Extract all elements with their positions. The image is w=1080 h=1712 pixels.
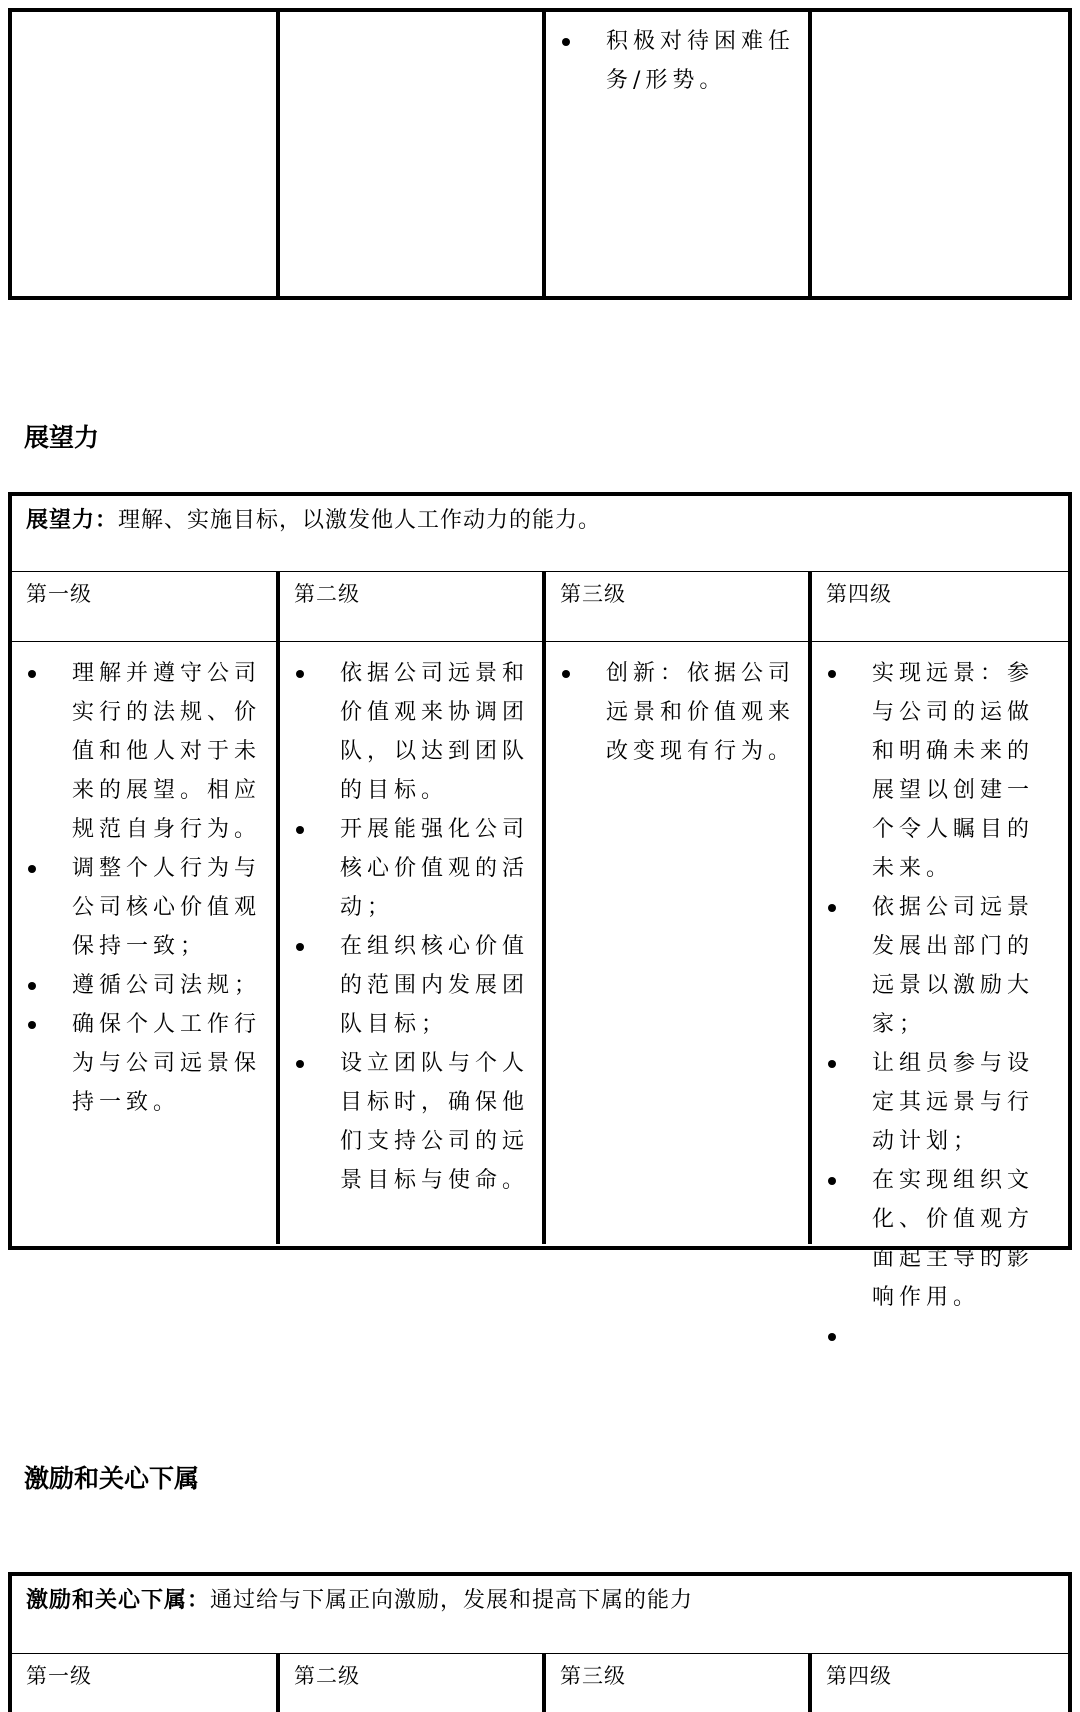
continued-table bbox=[8, 8, 1072, 300]
vision-level-3-cell bbox=[546, 642, 812, 1244]
section-heading-motivate: 激励和关心下属 bbox=[24, 1464, 200, 1493]
level-4-header: 第四级 bbox=[826, 582, 892, 606]
vision-level-4-cell bbox=[812, 642, 1068, 1310]
level-1-header: 第一级 bbox=[26, 582, 92, 606]
bullet-icon bbox=[562, 38, 570, 46]
definition-title: 激励和关心下属： bbox=[26, 1588, 211, 1613]
bullet-icon bbox=[296, 670, 304, 678]
list-item: 设立团队与个人目标时，确保他们支持公司的远景目标与使命。 bbox=[280, 1044, 532, 1200]
bullet-icon bbox=[28, 865, 36, 873]
list-item: 遵循公司法规； bbox=[12, 966, 266, 1005]
bullet-icon bbox=[828, 1177, 836, 1185]
vision-level-row bbox=[12, 572, 1068, 642]
vision-level-1-cell bbox=[12, 642, 280, 1244]
level-2-header: 第二级 bbox=[294, 582, 360, 606]
bullet-icon bbox=[296, 943, 304, 951]
motivate-table bbox=[8, 1572, 1072, 1712]
vision-level-2-cell bbox=[280, 642, 546, 1244]
vision-content-row bbox=[12, 642, 1068, 1310]
motivate-definition-row bbox=[12, 1576, 1068, 1654]
definition-text: 通过给与下属正向激励，发展和提高下属的能力 bbox=[210, 1588, 694, 1613]
continued-cell-1 bbox=[12, 12, 280, 296]
bullet-icon bbox=[562, 670, 570, 678]
level-1-header: 第一级 bbox=[26, 1664, 92, 1688]
motivate-level-row bbox=[12, 1654, 1068, 1712]
list-item: 创新：依据公司远景和价值观来改变现有行为。 bbox=[546, 654, 798, 771]
bullet-icon bbox=[828, 1333, 836, 1341]
bullet-icon bbox=[296, 1060, 304, 1068]
level-3-header: 第三级 bbox=[560, 582, 626, 606]
continued-cell-3 bbox=[546, 12, 812, 296]
definition-text: 理解、实施目标，以激发他人工作动力的能力。 bbox=[118, 508, 602, 533]
vision-definition-row bbox=[12, 496, 1068, 572]
bullet-icon bbox=[828, 670, 836, 678]
list-item: 依据公司远景和价值观来协调团队，以达到团队的目标。 bbox=[280, 654, 532, 810]
vision-table bbox=[8, 492, 1072, 1310]
bullet-icon bbox=[828, 1060, 836, 1068]
list-item: 调整个人行为与公司核心价值观保持一致； bbox=[12, 849, 266, 966]
list-item: 在组织核心价值的范围内发展团队目标； bbox=[280, 927, 532, 1044]
bullet-icon bbox=[28, 1021, 36, 1029]
bullet-icon bbox=[28, 982, 36, 990]
continued-cell-4 bbox=[812, 12, 1068, 296]
list-item: 理解并遵守公司实行的法规、价值和他人对于未来的展望。相应规范自身行为。 bbox=[12, 654, 266, 849]
section-heading-vision: 展望力 bbox=[24, 423, 100, 452]
bullet-icon bbox=[28, 670, 36, 678]
continued-cell-2 bbox=[280, 12, 546, 296]
list-item: 依据公司远景发展出部门的远景以激励大家； bbox=[812, 888, 1058, 1044]
level-3-header: 第三级 bbox=[560, 1664, 626, 1688]
bullet-icon bbox=[828, 904, 836, 912]
list-item: 在实现组织文化、价值观方面起主导的影响作用。 bbox=[812, 1161, 1058, 1317]
list-item bbox=[812, 1317, 1058, 1356]
list-item: 实现远景：参与公司的运做和明确未来的展望以创建一个令人瞩目的未来。 bbox=[812, 654, 1058, 888]
list-item: 开展能强化公司核心价值观的活动； bbox=[280, 810, 532, 927]
list-item: 让组员参与设定其远景与行动计划； bbox=[812, 1044, 1058, 1161]
list-item: 积极对待困难任务/形势。 bbox=[546, 22, 798, 100]
level-2-header: 第二级 bbox=[294, 1664, 360, 1688]
definition-title: 展望力： bbox=[26, 508, 119, 533]
bullet-icon bbox=[296, 826, 304, 834]
level-4-header: 第四级 bbox=[826, 1664, 892, 1688]
list-item: 确保个人工作行为与公司远景保持一致。 bbox=[12, 1005, 266, 1122]
